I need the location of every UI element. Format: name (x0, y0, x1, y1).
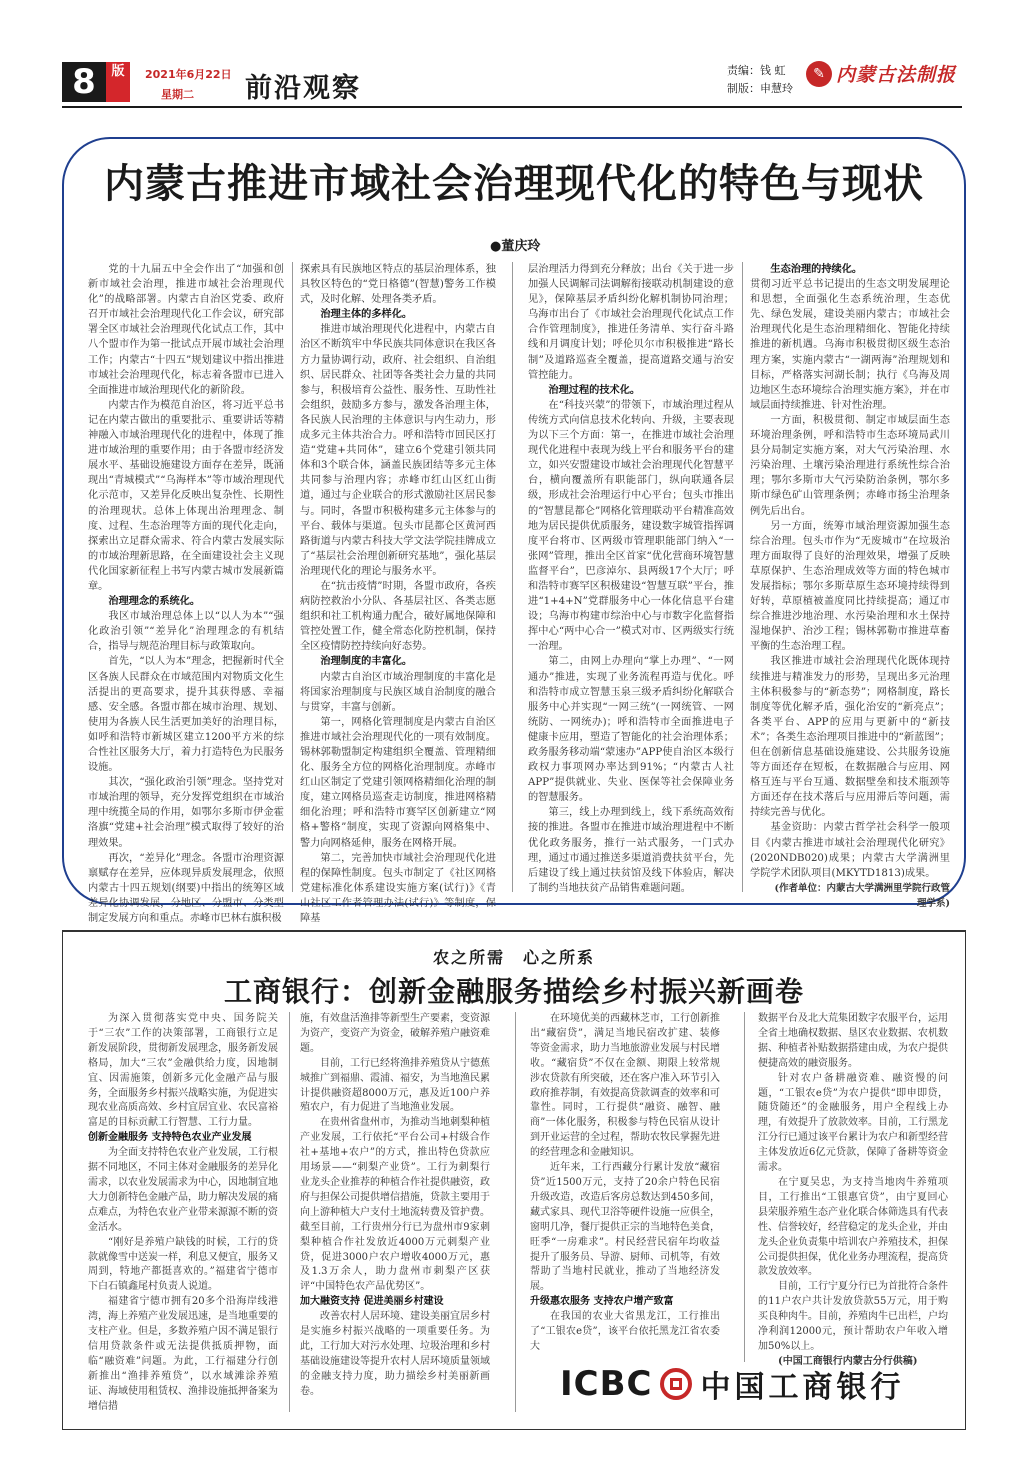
subheading: 治理过程的技术化。 (548, 383, 641, 396)
paragraph: 我区市域治理总体上以“以人为本”“强化政治引领”“差异化”治理理念的有机结合，指导与规范治理目标与政策取向。 (88, 611, 284, 653)
editor-line: 责编：钱 虹 (727, 64, 786, 77)
paragraph: 再次，“差异化”理念。各盟市治理资源禀赋存在差异，应体现异质发展理念，依照内蒙古十四五规划(纲要)中指出的统筹区域差异化协调发展，分地区、分盟市、分类型制定发展方向和重点。赤峰市巴林右旗积极 (88, 852, 284, 925)
paragraph: 在宁夏吴忠，为支持当地肉牛养殖项目，工行推出“工银惠官贷”，由宁夏回心县荣服养殖生态产业化联合体筛选具有代表性、信誉较好，经营稳定的龙头企业，并由龙头企业负责集中培训农户养殖技术，担保公司提供担保，优化业务办理流程，提高贷款发放效率。 (758, 1176, 948, 1278)
paragraph: 在“抗击疫情”时期，各盟市政府，各疾病防控救治小分队、各基层社区、各类志愿组织和社工机构通力配合，破好属地保障和管控处置工作，健全常态化防控机制，保持全区疫情防控持续向好态势。 (300, 580, 496, 653)
subheading: 加大融资支持 促进美丽乡村建设 (300, 1296, 444, 1308)
paragraph: 第二，完善加快市域社会治理现代化进程的保障性制度。包头市制定了《社区网格党建标准化体系建设实施方案(试行)》《青山社区工作者管理办法(试行)》等制度，保障基 (300, 852, 496, 925)
paragraph: 改善农村人居环境、建设美丽宜居乡村是实施乡村振兴战略的一项重要任务。为此，工行加大对污水处理、垃圾治理和乡村基础设施建设等提升农村人居环境质量领域的金融支持力度，助力描绘乡村美丽新画卷。 (300, 1311, 490, 1397)
page-label-text: 版 (111, 64, 125, 79)
page-number: 8 (62, 62, 106, 102)
paragraph: 目前，工行宁夏分行已为首批符合条件的11户农户共计发放贷款55万元，用于购买良种肉牛。目前，养殖肉牛已出栏，户均净利润12000元，预计帮助农户年收入增加50%以上。 (758, 1281, 948, 1352)
column-divider (744, 1012, 745, 1362)
article1-column-1 (88, 262, 284, 925)
column-divider (515, 1012, 516, 1412)
paragraph: 在我国的农业大省黑龙江，工行推出了“工银农e贷”，该平台依托黑龙江省农委大 (530, 1311, 720, 1352)
feature-article-title: 内蒙古推进市域社会治理现代化的特色与现状 (104, 160, 924, 207)
logo-emblem-icon: ✎ (806, 61, 832, 87)
editor-credits (727, 62, 793, 98)
paragraph: 近年来，工行西藏分行累计发放“藏宿贷”近1500万元，支持了20余户特色民宿升级改造，改造后客房总数达到450多间，藏式家具、现代卫浴等硬件设施一应俱全，窗明几净，餐厅提供正宗的当地特色美食，旺季“一房难求”。村民经营民宿年均收益提升了服务员、导游、厨师、司机等，有效帮助了当地村民就业，推动了当地经济发展。 (530, 1162, 720, 1293)
icbc-emblem-icon (660, 1368, 692, 1400)
icbc-brand-en: ICBC (560, 1364, 653, 1404)
newspaper-name: 内蒙古法制报 (836, 64, 957, 86)
issue-weekday: 星期二 (161, 88, 194, 101)
paragraph: 另一方面，统筹市域治理资源加强生态综合治理。包头市作为“无废城市”在垃圾治理方面取得了良好的治理效果，增强了反映草原保护、生态治理成效等方面的特色城市发展指标；鄂尔多斯草原生态环境持续得到好转，草原植被盖度同比持续提高；通辽市综合推进沙地治理、水污染治理和水土保持湿地保护、治沙工程；锡林郭勒市推进草畜平衡的生态治理工程。 (750, 520, 950, 653)
article1-column-2 (300, 262, 496, 925)
bank-article-title: 工商银行：创新金融服务描绘乡村振兴新画卷 (223, 975, 804, 1008)
page-label (106, 62, 130, 102)
subheading: 生态治理的持续化。 (770, 263, 863, 275)
subheading: 创新金融服务 支持特色农业产业发展 (88, 1132, 252, 1144)
paragraph: 探索具有民族地区特点的基层治理体系，独具牧区特色的“党日格德”(智慧)警务工作模式，及时化解、处理各类矛盾。 (300, 264, 496, 306)
paragraph: 一方面，积极贯彻、制定市域层面生态环境治理条例，呼和浩特市生态环境局武川县分局制定实施方案，对大气污染治理、水污染治理、土壤污染治理进行系统性综合治理；鄂尔多斯市大气污染防治条例，鄂尔多斯市绿色矿山管理条例；赤峰市扬尘治理条例先后出台。 (750, 414, 950, 517)
paragraph: 推进市域治理现代化进程中，内蒙古自治区不断筑牢中华民族共同体意识在我区各方力量协调行动，政府、社会组织、自治组织、居民群众、社团等各类社会力量的共同参与，积极培育公益性、服务性、互助性社会组织，鼓励多方参与，激发各治理主体，各民族人民治理的主体意识与内生动力，形成多元主体共治合力。呼和浩特市回民区打造“党建+共同体”，建立6个党建引领共同体和3个联合体，涵盖民族团结等多元主体共同参与治理内容；赤峰市红山区红山街道，通过与企业联合的形式激励社区居民参与。同时，各盟市积极构建多元主体参与的平台、载体与渠道。包头市昆都仑区黄河西路街道与内蒙古科技大学文法学院挂牌成立了“基层社会治理创新研究基地”，强化基层治理现代化的理论与服务水平。 (300, 324, 496, 577)
issue-date: 2021年6月22日 (145, 68, 232, 81)
subheading: 治理主体的多样化。 (320, 308, 413, 321)
column-divider (742, 262, 743, 892)
icbc-advert-logo (560, 1358, 965, 1410)
paragraph: 为深入贯彻落实党中央、国务院关于“三农”工作的决策部署，工商银行立足新发展阶段，贯彻新发展理念，服务新发展格局，加大“三农”金融供给力度，因地制宜、因需施策，创新多元化金融产品与服务，全面服务乡村振兴战略实施，为促进实现农业高质高效、乡村宜居宜业、农民富裕富足的目标贡献工行智慧、工行力量。 (88, 1013, 278, 1129)
section-title: 前沿观察 (245, 73, 361, 104)
paragraph: 第三，线上办理到线上，线下系统高效衔接的推进。各盟市在推进市域治理进程中不断优化政务服务，推行一站式服务，一门式办理，通过市通过推送多渠道消费扶贫平台，先后建设了线上通过扶贫馆及线下体验店，解决了制约当地扶贫产品销售难题问题。 (528, 807, 734, 894)
paragraph: 目前，工行已经将渔排养殖贷从宁德蕉城推广到福鼎、霞浦、福安，为当地渔民累计提供融资超8000万元，惠及近100户养殖农户，有力促进了当地渔业发展。 (300, 1057, 490, 1114)
paragraph: 党的十九届五中全会作出了“加强和创新市域社会治理，推进市域社会治理现代化”的战略部署。内蒙古自治区党委、政府召开市域社会治理现代化工作会议，研究部署全区市域社会治理现代化试点工作，其中八个盟市作为第一批试点开展市域社会治理工作；内蒙古“十四五”规划建议中指出推进市域社会治理现代化，标志着各盟市已进入全面推进市域治理现代化的新阶段。 (88, 264, 284, 396)
article2-column-3 (530, 1012, 720, 1417)
column-divider (292, 262, 293, 892)
paragraph: 施，有效盘活渔排等新型生产要素，变资源为资产，变资产为资金，破解养殖户融资难题。 (300, 1013, 490, 1054)
paragraph: 数据平台及北大荒集团数字农服平台，运用全省土地确权数据、垦区农业数据、农机数据、种植者补贴数据搭建由成，为农户提供便捷高效的融资服务。 (758, 1013, 948, 1069)
paragraph: 第二，由网上办理向“掌上办理”、“一网通办”推进，实现了业务流程再造与优化。呼和浩特市成立智慧玉泉三级矛盾纠纷化解联合服务中心并实现“一网三统”(一网统管、一网统防、一网统办)；呼和浩特市全面推进电子健康卡应用，塑造了智能化的社会治理体系；政务服务移动端“蒙速办”APP使自治区本级行政权力事项网办率达到91%；“内蒙古人社APP”提供就业、失业、医保等社会保障业务的智慧服务。 (528, 656, 734, 804)
paragraph: 首先，“以人为本”理念，把握新时代全区各族人民群众在市域范围内对物质文化生活提出的更高要求，提升其获得感、幸福感、安全感。各盟市都在城市治理、规划、使用为各族人民生活更加美好的治理目标，如呼和浩特市新城区建立1200平方米的综合性社区服务大厅，着力打造特色为民服务设施。 (88, 656, 284, 774)
paragraph: 其次，“强化政治引领”理念。坚持党对市域治理的领导，充分发挥党组织在市域治理中统揽全局的作用，如鄂尔多斯市伊金霍洛旗“党建+社会治理”模式取得了较好的治理效果。 (88, 777, 284, 849)
producer-line: 制版：申慧玲 (727, 82, 793, 95)
paragraph: 针对农户备耕融资难、融资慢的问题，“工银农e贷”为农户提供“即申即贷，随贷随还”的金融服务，用户全程线上办理，有效提升了放款效率。目前，工行黑龙江分行已通过该平台累计为农户和新型经营主体发放近6亿元贷款，保障了备耕等资金需求。 (758, 1072, 948, 1174)
paragraph: 层治理活力得到充分释放；出台《关于进一步加强人民调解司法调解衔接联动机制建设的意见》，保障基层矛盾纠纷化解机制协同治理；乌海市出台了《市域社会治理现代化试点工作合作管理制度》，推进任务清单、实行奋斗路线和月调度计划；呼伦贝尔市积极推进“路长制”及道路巡查全覆盖，提高道路交通与治安管控能力。 (528, 264, 734, 381)
paragraph: 内蒙古作为模范自治区，将习近平总书记在内蒙古做出的重要批示、重要讲话等精神融入市域治理现代化的进程中，体现了推进市域治理的重要作用；由于各盟市经济发展水平、基础设施建设方面存在差异，既涌现出“青城模式”“乌海样本”等市域治理现代化示范市，又差异化反映出复杂性、长期性的治理现状。总体上体现出治理理念、制度、过程、生态治理等方面的现代化走向，探索出立足群众需求、符合内蒙古发展实际的市域治理新思路，在全面建设社会主义现代化国家新征程上书写内蒙古城市发展新篇章。 (88, 399, 284, 592)
paragraph: “刚好是养殖户缺钱的时候，工行的贷款就像雪中送炭一样，利息又便宜，服务又周到，特地产都挺喜欢的。”福建省宁德市下白石镇鑫尾村负责人说道。 (88, 1236, 278, 1293)
paragraph: 我区推进市域社会治理现代化既体现持续推进与精准发力的形势，呈现出多元治理主体积极参与的“新态势”；网格制度，路长制度等优化解矛盾，强化治安的“新亮点”；各类平台、APP的应用与更新中的“新技术”；各类生态治理项目推进中的“新蓝图”；但在创新信息基础设施建设、公共服务设施等方面还存在短板，在数据融合与应用、网格互连与平台互通、数据壁垒和技术瓶颈等方面还存在技术落后与应用滞后等问题，需持续完善与优化。 (750, 656, 950, 819)
article2-column-4 (758, 1012, 948, 1367)
paragraph: 基金资助：内蒙古哲学社会科学一般项目《内蒙古推进市域社会治理现代化研究》(2020NDB020)成果；内蒙古大学满洲里学院学术团队项目(MKYTD1813)成果。 (750, 822, 950, 879)
article2-column-2 (300, 1012, 490, 1412)
bank-article-kicker: 农之所需 心之所系 (432, 948, 595, 967)
byline-note: (中国工商银行内蒙古分行供稿) (778, 1355, 918, 1367)
feature-article-author: ●董庆玲 (490, 239, 541, 254)
column-divider (512, 262, 513, 892)
column-divider (289, 1012, 290, 1412)
article2-column-1 (88, 1012, 278, 1417)
header-divider (62, 106, 962, 108)
paragraph: 第一，网格化管理制度是内蒙古自治区推进市域社会治理现代化的一项有效制度。锡林郭勒盟制定构建组织全覆盖、管理精细化、服务全方位的网格化治理制度。赤峰市红山区制定了党建引领网格精细化治理的制度，建立网格员巡查走访制度，推进网格精细化治理；呼和浩特市赛罕区创新建立“网格+警格”制度，实现了资源向网格集中、警力向网格延伸，服务在网格开展。 (300, 716, 496, 849)
paragraph: 贯彻习近平总书记提出的生态文明发展理论和思想，全面强化生态系统治理，生态优先、绿色发展，建设美丽内蒙古；市域社会治理现代化是生态治理精细化、智能化持续推进的新机遇。乌海市积极贯彻区级生态治理方案，实施内蒙古“一湖两海”治理规划和目标，严格落实河湖长制；执行《乌海及周边地区生态环境综合治理实施方案》，并在市域层面持续推进、针对性治理。 (750, 279, 950, 411)
icbc-brand-cn: 中国工商银行 (700, 1370, 905, 1405)
subheading: 治理理念的系统化。 (108, 595, 201, 608)
paragraph: 在“科技兴蒙”的带领下，市域治理过程从传统方式向信息技术化转向、升级，主要表现为以下三个方面：第一，在推进市域社会治理现代化进程中表现为线上平台和服务平台的建立，如兴安盟建设市域社会治理现代化智慧平台，横向覆盖所有职能部门，纵向联通各层级，形成社会治理运行中心平台；包头市推出的“智慧昆都仑”网格化管理联动平台精准高效地为居民提供优质服务，建设数字城管指挥调度平台将市、区两级市管理职能部门纳入“一张网”管理，推出全区首家“优化营商环境智慧监督平台”，巴彦淖尔、县两级17个大厅；呼和浩特市赛罕区积极建设“智慧互联”平台，推进“1+4+N”党群服务中心一体化信息平台建设；乌海市构建市综治中心与市数字化监督指挥中心“两中心合一”模式对市、区两级实行统一治理。 (528, 399, 734, 653)
paragraph: 为全面支持特色农业产业发展，工行根据不同地区，不同主体对金融服务的差异化需求，以农业发展需求为中心，因地制宜地大力创新特色金融产品，助力解决发展的痛点难点，为特色农业产业带来源源不断的资金活水。 (88, 1147, 278, 1233)
paragraph: 在环境优美的西藏林芝市，工行创新推出“藏宿贷”，满足当地民宿改扩建、装修等资金需求，助力当地旅游业发展与村民增收。“藏宿贷”不仅在金额、期限上较常规涉农贷款有所突破，还在客户准入环节引入政府推荐制，有效提高贷款调查的效率和可靠性。同时，工行提供“融资、融智、融商”一体化服务，积极参与特色民宿从设计到开业运营的全过程，帮助农牧民掌握先进的经营理念和金融知识。 (530, 1013, 720, 1159)
paragraph: 在贵州省盘州市，为推动当地刺梨种植产业发展，工行依托“平台公司+村级合作社+基地+农户”的方式，推出特色贷款应用场景——“刺梨产业贷”。工行为刺梨行业龙头企业推荐的种植合作社提供融资，政府与担保公司提供增信措施，贷款主要用于向上游种植大户支付土地流转费及管护费。截至目前，工行贵州分行已为盘州市9家刺梨种植合作社发放近4000万元刺梨产业贷，促进3000户农户增收4000万元，惠及1.3万余人，助力盘州市刺梨产区获评“中国特色农产品优势区”。 (300, 1117, 490, 1293)
byline-note: (作者单位：内蒙古大学满洲里学院行政管理学系) (774, 882, 950, 909)
article1-column-3 (528, 262, 734, 892)
subheading: 升级惠农服务 支持农户增产致富 (530, 1296, 674, 1308)
paragraph: 福建省宁德市拥有20多个沿海岸线港湾，海上养殖产业发展迅速，是当地重要的支柱产业。但是，多数养殖户因不满足银行信用贷款条件或无法提供抵质押物，面临“融资难”问题。为此，工行福建分行创新推出“渔排养殖贷”，以水域滩涂养殖证、海域使用租赁权、渔排设施抵押备案为增信措 (88, 1296, 278, 1412)
article1-column-4 (750, 262, 950, 909)
paragraph: 内蒙古自治区市域治理制度的丰富化是将国家治理制度与民族区域自治制度的融合与贯穿，丰富与创新。 (300, 671, 496, 713)
newspaper-logo (806, 60, 956, 87)
subheading: 治理制度的丰富化。 (320, 655, 413, 668)
